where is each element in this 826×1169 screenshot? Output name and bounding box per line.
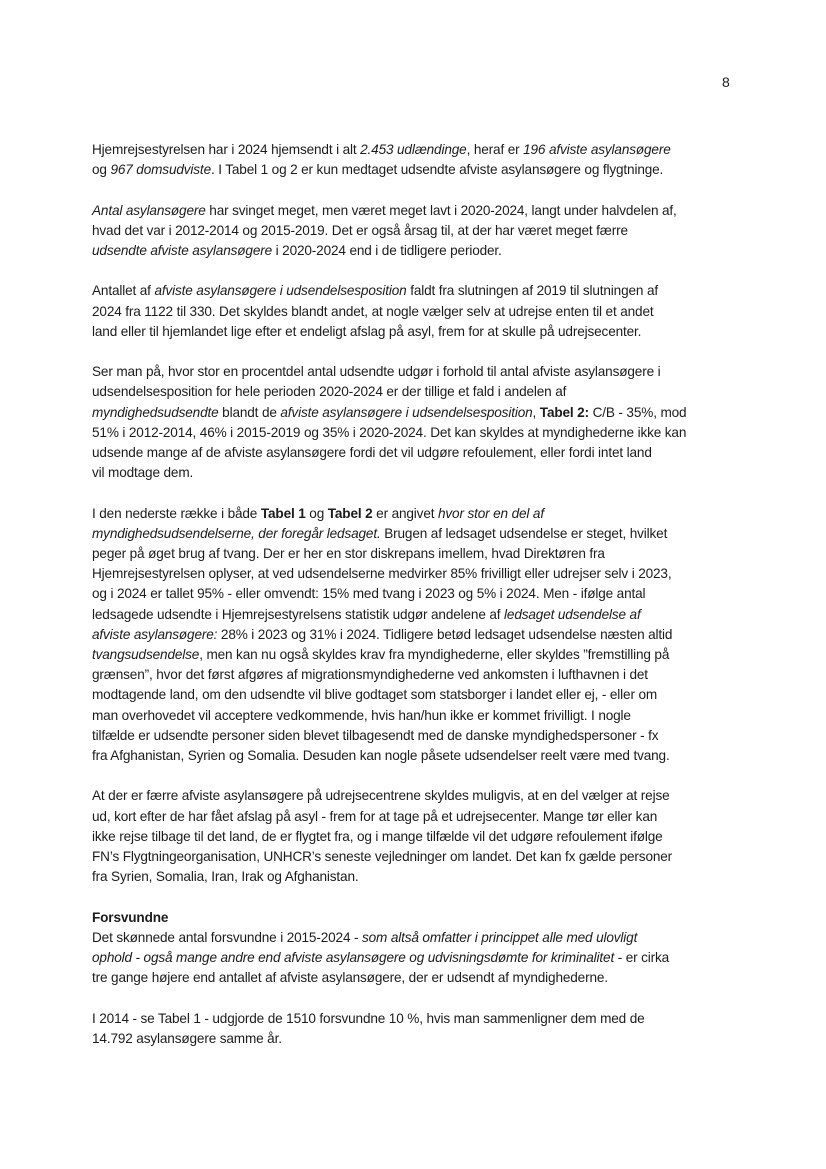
text-line — [92, 564, 752, 584]
text-line — [92, 140, 752, 160]
text-line — [92, 362, 752, 382]
text-run: er angivet — [372, 505, 438, 521]
text-line — [92, 968, 752, 988]
text-run: fra Afghanistan, Syrien og Somalia. Desuden kan nogle påsete udsendelser reelt være med tvang. — [92, 748, 670, 764]
text-run: grænsen”, hvor det først afgøres af migrationsmyndighederne ved ankomsten i lufthavnen i det — [92, 667, 648, 683]
italic-text: myndighedsudsendelserne, der foregår ledsaget. — [92, 525, 381, 541]
paragraph — [92, 1009, 752, 1049]
italic-text: 2.453 udlændinge — [360, 142, 467, 157]
paragraph — [92, 201, 752, 262]
text-run: I den nederste række i både — [92, 505, 261, 521]
text-line — [92, 302, 752, 322]
page-number: 8 — [722, 74, 730, 90]
italic-text: som altså omfatter i princippet alle med ulovligt — [361, 929, 638, 945]
text-line — [92, 443, 752, 463]
text-line — [92, 685, 752, 705]
section-heading: Forsvundne — [92, 909, 169, 925]
text-run: tre gange højere end antallet af afviste asylansøgere, der er udsendt af myndighederne. — [92, 970, 608, 986]
text-run: blandt de — [218, 404, 281, 420]
text-run: fra Syrien, Somalia, Iran, Irak og Afghanistan. — [92, 869, 359, 885]
text-run: faldt fra slutningen af 2019 til slutningen af — [406, 283, 658, 299]
text-line — [92, 201, 752, 221]
text-run: Ser man på, hvor stor en procentdel antal udsendte udgør i forhold til antal afviste asylansøgere i — [92, 364, 661, 380]
text-line — [92, 463, 752, 483]
text-run: , — [532, 404, 540, 420]
text-run: , heraf er — [466, 142, 524, 157]
italic-text: afviste asylansøgere i udsendelsesposition — [280, 404, 533, 420]
text-run: Hjemrejsestyrelsen har i 2024 hjemsendt i alt — [92, 142, 361, 157]
text-run: FN’s Flygtningeorganisation, UNHCR’s seneste vejledninger om landet. Det kan fx gælde personer — [92, 849, 673, 865]
text-run: i 2020-2024 end i de tidligere perioder. — [272, 243, 502, 258]
italic-text: tvangsudsendelse — [92, 647, 200, 663]
text-run: udsende mange af de afviste asylansøgere fordi det vil udgøre refoulement, eller fordi intet land — [92, 445, 652, 460]
text-run: - er cirka — [614, 950, 670, 966]
text-line — [92, 807, 752, 827]
document-body — [92, 140, 752, 1069]
text-run: At der er færre afviste asylansøgere på udrejsecentrene skyldes muligvis, at en del vælger at rejse — [92, 788, 670, 804]
text-run: . I Tabel 1 og 2 er kun medtaget udsendte afviste asylansøgere og flygtninge. — [210, 162, 664, 178]
text-line — [92, 625, 752, 645]
text-run: Antallet af — [92, 283, 155, 299]
paragraph — [92, 504, 752, 767]
text-line — [92, 504, 752, 524]
text-line — [92, 746, 752, 766]
text-run: og — [305, 505, 328, 521]
text-run: ikke rejse tilbage til det land, de er flygtet fra, og i mange tilfælde vil det udgøre refoulement ifølge — [92, 828, 663, 844]
text-run: hvad det var i 2012-2014 og 2015-2019. Det er også årsag til, at der har været meget færre — [92, 222, 628, 238]
italic-text: 196 afviste asylansøgere — [523, 142, 671, 157]
text-line — [92, 160, 752, 180]
text-line — [92, 827, 752, 847]
text-run: 28% i 2023 og 31% i 2024. Tidligere betød ledsaget udsendelse næsten altid — [217, 626, 673, 642]
text-run: ud, kort efter de har fået afslag på asyl - frem for at tage på et udrejsecenter. Mange tør eller kan — [92, 808, 658, 824]
text-line — [92, 221, 752, 241]
text-run: tilfælde er udsendte personer siden blevet tilbagesendt med de danske myndighedspersoner - fx — [92, 727, 659, 743]
text-line — [92, 403, 752, 423]
text-run: 51% i 2012-2014, 46% i 2015-2019 og 35% i 2020-2024. Det kan skyldes at myndighederne ikke kan — [92, 424, 687, 440]
text-run: man overhovedet vil acceptere vedkommende, hvis han/hun ikke er kommet frivilligt. I nogle — [92, 707, 631, 723]
text-line — [92, 524, 752, 544]
text-run: udsendelsesposition for hele perioden 2020-2024 er der tillige et fald i andelen af — [92, 384, 567, 400]
text-run: 2024 fra 1122 til 330. Det skyldes blandt andet, at nogle vælger selv at udrejse enten til et andet — [92, 303, 654, 319]
text-line — [92, 706, 752, 726]
text-line — [92, 928, 752, 948]
text-run: C/B - 35%, mod — [588, 404, 687, 420]
text-line — [92, 786, 752, 806]
text-line — [92, 665, 752, 685]
bold-text: Tabel 1 — [260, 505, 306, 521]
text-run: land eller til hjemlandet lige efter et endeligt afslag på asyl, frem for at skulle på udrejsecenter. — [92, 323, 642, 339]
text-line — [92, 645, 752, 665]
italic-text: hvor stor en del af — [437, 505, 544, 521]
text-run: modtagende land, om den udsendte vil blive godtaget som statsborger i landet eller ej, - eller om — [92, 687, 658, 703]
text-line — [92, 847, 752, 867]
italic-text: udsendte afviste asylansøgere — [92, 243, 273, 258]
bold-text: Tabel 2 — [327, 505, 373, 521]
text-line — [92, 1029, 752, 1049]
text-run: og i 2024 er tallet 95% - eller omvendt: 15% med tvang i 2023 og 5% i 2024. Men - ifølge antal — [92, 586, 646, 602]
text-line — [92, 281, 752, 301]
text-line — [92, 544, 752, 564]
text-run: vil modtage dem. — [92, 465, 194, 481]
text-run: og — [92, 162, 111, 178]
text-run: ledsagede udsendte i Hjemrejsestyrelsens statistik udgør andelene af — [92, 606, 505, 622]
text-run: Hjemrejsestyrelsen oplyser, at ved udsendelserne medvirker 85% frivilligt eller udrejser selv i 2023, — [92, 566, 672, 582]
text-line — [92, 726, 752, 746]
italic-text: ledsaget udsendelse af — [504, 606, 641, 622]
text-line — [92, 584, 752, 604]
text-line — [92, 241, 752, 261]
text-run: I 2014 - se Tabel 1 - udgjorde de 1510 forsvundne 10 %, hvis man sammenligner dem med de — [92, 1010, 645, 1026]
paragraph — [92, 140, 752, 180]
text-line — [92, 1009, 752, 1029]
text-run: , men kan nu også skyldes krav fra myndighederne, eller skyldes ”fremstilling på — [199, 647, 670, 663]
text-line — [92, 423, 752, 443]
paragraph — [92, 786, 752, 887]
text-run: Det skønnede antal forsvundne i 2015-2024 - — [92, 929, 362, 945]
text-run: har svinget meget, men været meget lavt i 2020-2024, langt under halvdelen af, — [205, 202, 677, 218]
bold-text: Tabel 2: — [539, 404, 589, 420]
italic-text: Antal asylansøgere — [92, 202, 206, 218]
text-line — [92, 322, 752, 342]
paragraph — [92, 281, 752, 342]
text-line — [92, 948, 752, 968]
paragraph — [92, 362, 752, 483]
italic-text: ophold - også mange andre end afviste asylansøgere og udvisningsdømte for kriminalitet — [92, 950, 615, 966]
text-run: peger på øget brug af tvang. Der er her en stor diskrepans imellem, hvad Direktøren fra — [92, 546, 605, 561]
text-line — [92, 382, 752, 402]
italic-text: myndighedsudsendte — [92, 404, 219, 420]
italic-text: afviste asylansøgere: — [92, 626, 218, 642]
text-line — [92, 867, 752, 887]
text-run: 14.792 asylansøgere samme år. — [92, 1030, 282, 1046]
text-line — [92, 605, 752, 625]
italic-text: 967 domsudviste — [110, 162, 211, 178]
section-forsvundne — [92, 908, 752, 989]
italic-text: afviste asylansøgere i udsendelsesposition — [154, 283, 407, 299]
text-run: Brugen af ledsaget udsendelse er steget, hvilket — [380, 525, 668, 541]
